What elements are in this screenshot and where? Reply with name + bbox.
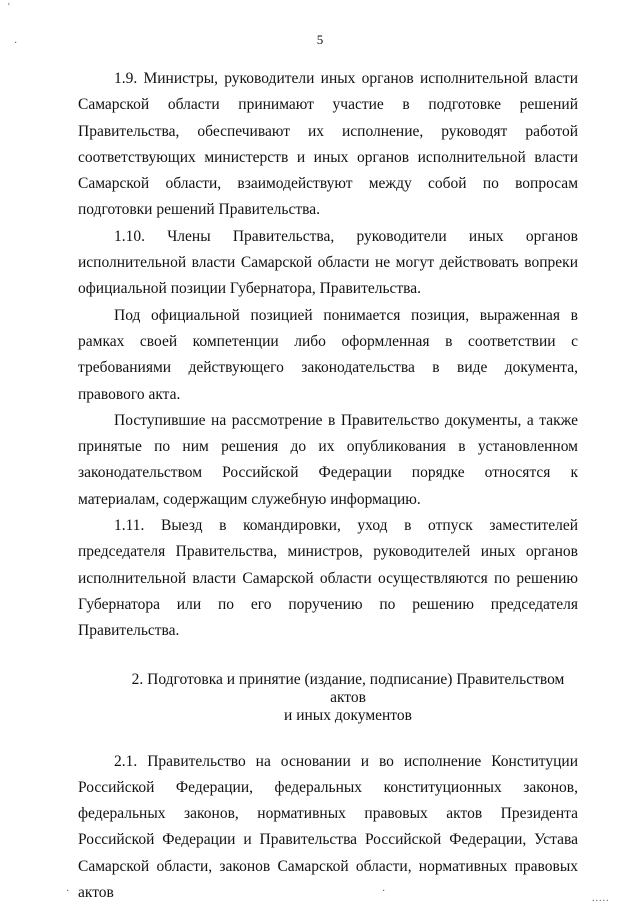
page-number: 5: [316, 32, 324, 47]
scan-mark: ·: [14, 38, 18, 49]
scan-mark: ·: [382, 886, 386, 897]
paragraph-incoming-documents: Поступившие на рассмотрение в Правительство документы, а также принятые по ним решения до их опубликования в установленном законодательством Российской Федерации порядке относятся к материалам, содержащим служебную информацию.: [78, 411, 578, 508]
paragraph-2-1: 2.1. Правительство на основании и во исполнение Конституции Российской Федерации, федеральных конституционных законов, федеральных законов, нормативных правовых актов Президента Российской Федерации и Правительства Российской Федерации, Устава Самарской области, законов Самарской области, нормативных правовых актов: [78, 752, 578, 902]
document-body: [78, 66, 578, 906]
section-heading-line-2: и иных документов: [284, 706, 412, 724]
scan-mark: ·: [66, 886, 70, 897]
section-heading-line-1: 2. Подготовка и принятие (издание, подписание) Правительством актов: [131, 670, 565, 706]
paragraph-1-9: 1.9. Министры, руководители иных органов исполнительной власти Самарской области принимают участие в подготовке решений Правительства, обеспечивают их исполнение, руководят работой соответствующих министерств и иных органов исполнительной власти Самарской области, взаимодействуют между собой по вопросам подготовки решений Правительства.: [78, 70, 578, 219]
paragraph-1-10: 1.10. Члены Правительства, руководители иных органов исполнительной власти Самарской области не могут действовать вопреки официальной позиции Губернатора, Правительства.: [78, 227, 578, 298]
scan-mark: ': [8, 2, 10, 13]
section-heading: [78, 671, 578, 725]
paragraph-official-position: Под официальной позицией понимается позиция, выраженная в рамках своей компетенции либо оформленная в соответствии с требованиями действующего законодательства в виде документа, правового акта.: [78, 306, 578, 403]
paragraph-1-11: 1.11. Выезд в командировки, уход в отпуск заместителей председателя Правительства, министров, руководителей иных органов исполнительной власти Самарской области осуществляются по решению Губернатора или по его поручению по решению председателя Правительства.: [78, 517, 578, 640]
scan-mark: .....: [592, 893, 610, 904]
